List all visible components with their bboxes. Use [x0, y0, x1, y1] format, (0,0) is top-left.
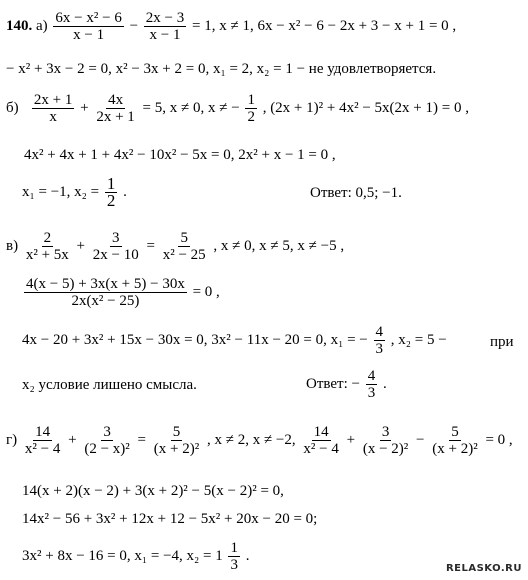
fraction-numerator: 5 [172, 424, 181, 440]
fraction [105, 176, 118, 209]
equation-text: . [382, 375, 387, 392]
equation-text: = 1, x ≠ 1, 6x − x² − 6 − 2x + 3 − x + 1 = 0 , [192, 17, 457, 34]
watermark: RELASKO.RU [445, 563, 522, 574]
fraction-numerator: 1 [230, 540, 238, 556]
equation-text: 4x − 20 + 3x² + 15x − 30x = 0, 3x² − 11x − 20 = 0, x₁ = − [22, 331, 368, 348]
fraction-numerator: 3 [381, 424, 390, 440]
fraction-numerator: 14 [35, 424, 51, 440]
fraction-denominator: (x − 2)² [362, 441, 409, 457]
fraction-denominator: (2 − x)² [84, 441, 130, 457]
part-v-line4: x₂ условие лишено смысла. [22, 377, 197, 393]
part-v-label: в) [6, 237, 19, 254]
part-g-line2: 14(x + 2)(x − 2) + 3(x + 2)² − 5(x − 2)² = 0, [22, 483, 284, 499]
fraction-denominator: 2x + 1 [96, 109, 135, 125]
fraction [361, 424, 410, 457]
fraction-denominator: x² − 25 [162, 247, 206, 263]
fraction [374, 324, 386, 357]
fraction [430, 424, 479, 457]
equation-text: . [245, 547, 250, 564]
part-g-line1 [6, 424, 513, 457]
fraction [245, 92, 257, 125]
part-g-label: г) [6, 431, 18, 448]
equation-text: x₁ = −1, x₂ = [22, 183, 100, 200]
operator: + [80, 99, 89, 116]
part-b-label: б) [6, 99, 19, 116]
fraction-denominator: 2 [247, 109, 255, 125]
fraction-numerator: 5 [451, 424, 459, 440]
fraction [24, 230, 71, 263]
part-b-answer: Ответ: 0,5; −1. [310, 185, 402, 201]
fraction-denominator: x² + 5x [25, 247, 69, 263]
fraction-numerator: 14 [313, 424, 329, 440]
part-a-label: а) [36, 17, 48, 34]
fraction [144, 10, 186, 43]
equation-text: , (2x + 1)² + 4x² − 5x(2x + 1) = 0 , [262, 99, 469, 116]
fraction-numerator: 3 [112, 230, 120, 246]
part-a-line1 [6, 10, 456, 43]
fraction-denominator: x² − 4 [303, 441, 339, 457]
equation-text: , x₂ = 5 − [390, 331, 447, 348]
fraction-denominator: (x + 2)² [153, 441, 200, 457]
fraction-numerator: 3 [103, 424, 111, 440]
fraction-denominator: x [49, 109, 57, 125]
operator: − [129, 17, 139, 34]
equation-text: = 0 , [485, 431, 513, 448]
operator: + [68, 431, 77, 448]
fraction-denominator: 3 [367, 385, 376, 401]
fraction-denominator: x² − 4 [24, 441, 61, 457]
operator: + [346, 431, 356, 448]
equation-text: 3x² + 8x − 16 = 0, x₁ = −4, x₂ = 1 [22, 547, 223, 564]
fraction-numerator: 4x [108, 92, 124, 108]
equation-text: = 5, x ≠ 0, x ≠ − [142, 99, 240, 116]
fraction [82, 424, 131, 457]
part-b-line2: 4x² + 4x + 1 + 4x² − 10x² − 5x = 0, 2x² + x − 1 = 0 , [24, 147, 336, 163]
fraction [228, 540, 240, 573]
fraction-denominator: 3 [375, 341, 384, 357]
operator: = [146, 237, 155, 254]
fraction-numerator: 2 [43, 230, 52, 246]
fraction [152, 424, 201, 457]
part-a-line2: − x² + 3x − 2 = 0, x² − 3x + 2 = 0, x₁ = 2, x₂ = 1 − не удовлетворяется. [6, 61, 437, 77]
fraction [24, 276, 187, 309]
operator: − [416, 431, 425, 448]
answer-label: Ответ: − [306, 375, 360, 392]
fraction-numerator: 1 [247, 92, 255, 108]
fraction-denominator: 2x − 10 [92, 247, 139, 263]
fraction-denominator: (x + 2)² [432, 441, 478, 457]
fraction [32, 92, 74, 125]
equation-text: = 0 , [192, 283, 220, 300]
part-b-line1 [6, 92, 469, 125]
equation-text: , x ≠ 2, x ≠ −2, [206, 431, 296, 448]
fraction-numerator: 4 [367, 368, 376, 384]
operator: + [76, 237, 86, 254]
fraction-denominator: 2 [106, 191, 116, 210]
equation-text: , x ≠ 0, x ≠ 5, x ≠ −5 , [213, 237, 345, 254]
fraction [53, 10, 123, 43]
fraction [23, 424, 62, 457]
fraction-numerator: 2x + 1 [33, 92, 73, 108]
operator: = [137, 431, 147, 448]
fraction-numerator: 2x − 3 [145, 10, 185, 26]
fraction [366, 368, 378, 401]
fraction-denominator: x − 1 [149, 27, 181, 43]
fraction-denominator: 3 [230, 557, 238, 573]
fraction-denominator: x − 1 [73, 27, 105, 43]
part-v-line1 [6, 230, 344, 263]
fraction-numerator: 4 [375, 324, 384, 340]
fraction [91, 230, 141, 263]
fraction [301, 424, 340, 457]
part-g-line4 [22, 540, 249, 573]
fraction [161, 230, 208, 263]
equation-text: . [123, 183, 127, 200]
part-g-line3: 14x² − 56 + 3x² + 12x + 12 − 5x² + 20x − 20 = 0; [22, 511, 318, 527]
part-b-line3 [22, 176, 127, 209]
fraction [94, 92, 136, 125]
part-v-line3 [22, 324, 447, 357]
problem-number: 140. [6, 17, 33, 34]
part-v-pri: при [490, 334, 514, 350]
fraction-numerator: 5 [180, 230, 188, 246]
fraction-denominator: 2x(x² − 25) [71, 293, 140, 309]
fraction-numerator: 6x − x² − 6 [55, 10, 122, 26]
part-v-line2 [22, 276, 220, 309]
part-v-answer [306, 368, 387, 401]
fraction-numerator: 1 [106, 174, 116, 193]
fraction-numerator: 4(x − 5) + 3x(x + 5) − 30x [26, 276, 185, 292]
